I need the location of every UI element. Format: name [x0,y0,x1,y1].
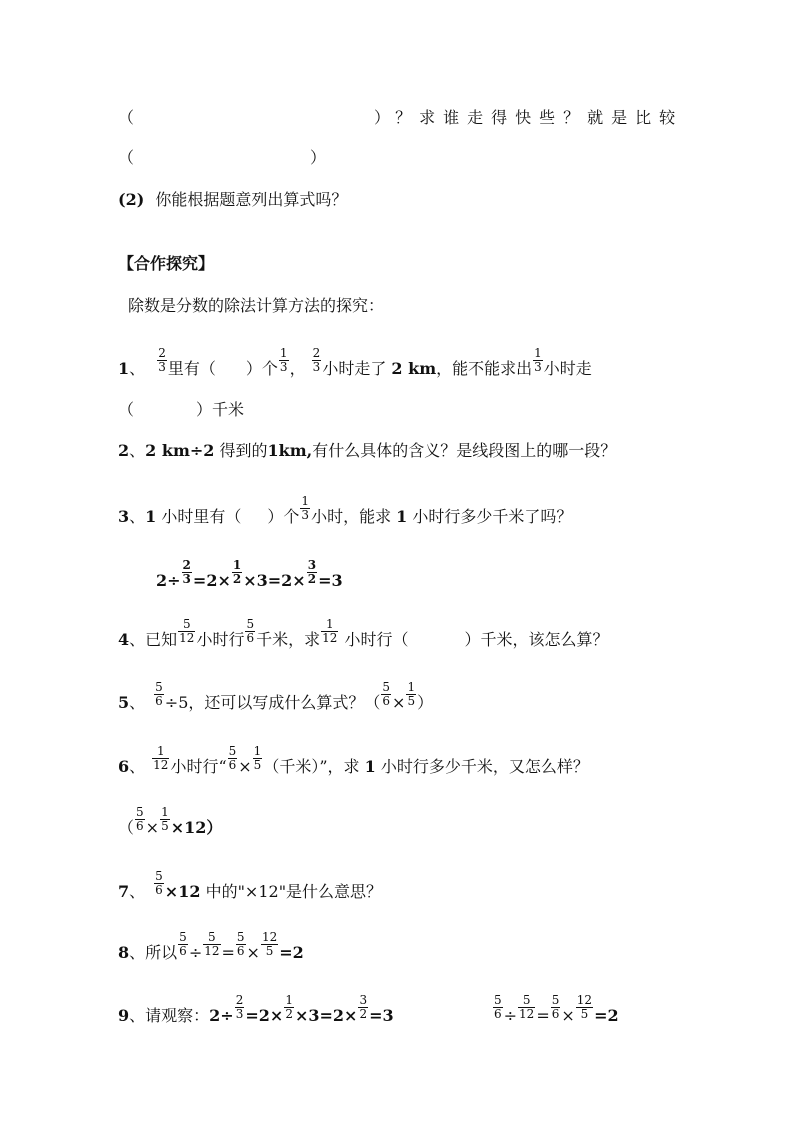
text: 中的"×12"是什么意思？ [205,882,383,901]
separator: 、 [129,441,146,460]
question-number: 6 [118,757,130,776]
denominator: 3 [301,508,310,522]
numerator: 5 [179,930,187,944]
expr: ÷ [188,943,203,962]
question-number: 8 [118,943,130,962]
numerator: 5 [246,617,255,631]
fraction [178,618,195,645]
numerator: 5 [382,680,391,694]
fraction [160,806,170,833]
intro-text: 除数是分数的除法计算方法的探究： [128,296,385,315]
numerator: 1 [321,618,338,632]
denominator: 5 [253,758,262,772]
expr: 2÷ [209,1006,234,1025]
text: ）千米 [196,400,245,419]
separator: 、 [129,1006,146,1025]
text: × [392,693,406,712]
denominator: 6 [246,631,255,645]
fraction [235,994,245,1021]
denominator: 6 [228,758,237,772]
question-number: 9 [118,1006,130,1025]
fraction [284,994,294,1021]
numerator: 12 [261,930,278,944]
question-2 [118,440,694,462]
denominator: 12 [204,944,220,958]
expr: =2× [192,571,231,590]
question-number: 3 [118,507,130,526]
numerator: 1 [534,346,542,360]
question-number: 1 [118,359,130,378]
question-7 [118,869,694,906]
question-number: 2 [118,441,130,460]
numerator: 5 [178,618,195,632]
fraction [232,559,242,586]
text: ） [417,693,434,712]
expr: × [246,943,260,962]
denominator: 3 [182,572,191,586]
fraction [152,745,169,772]
item-text: 你能根据题意列出算式吗？ [155,190,348,209]
expr: =3 [318,571,343,590]
expr: = [536,1006,550,1025]
text: 里有（ [167,359,216,378]
text: 小时行多少千米了吗？ [412,507,573,526]
question-6 [118,744,694,781]
numerator: 3 [359,993,368,1007]
denominator: 12 [179,631,195,645]
numerator: 2 [182,558,191,572]
expr: × [145,818,160,837]
fraction [245,618,255,645]
numerator: 5 [136,805,144,819]
fraction [182,559,192,586]
text: 1 [145,507,157,526]
text: × [238,757,252,776]
numerator: 5 [551,993,560,1007]
fraction [279,347,289,374]
numerator: 5 [203,931,220,945]
numerator: 5 [236,930,245,944]
text: 小时行多少千米，又怎么样？ [380,757,589,776]
text: ）个 [245,359,278,378]
text: 千米，求 [256,630,321,649]
paren-close: ） [310,148,327,167]
text: 1 [364,757,376,776]
denominator: 12 [322,631,338,645]
separator: 、 [129,882,146,901]
expr: = [221,943,235,962]
numerator: 5 [228,744,237,758]
separator: 、 [129,757,146,776]
fraction [493,994,503,1021]
numerator: 1 [285,993,293,1007]
denominator: 5 [161,819,169,833]
text: 所以 [145,943,178,962]
numerator: 1 [152,745,169,759]
text: 1 [396,507,408,526]
question-1 [118,346,694,383]
fraction [312,347,322,374]
expr: =3 [369,1006,394,1025]
numerator: 5 [155,680,163,694]
text: 已知 [145,630,178,649]
question-number: 4 [118,630,130,649]
fraction [358,994,368,1021]
expr: ×3=2× [243,571,306,590]
numerator: 2 [312,346,321,360]
fraction [381,681,391,708]
numerator: 1 [253,744,262,758]
text: 有什么具体的含义？是线段图上的哪一段？ [312,441,617,460]
fraction [406,681,416,708]
denominator: 3 [534,360,542,374]
denominator: 2 [307,572,317,586]
paren-open: （ [118,108,135,127]
numerator: 1 [161,805,169,819]
fraction [135,806,145,833]
denominator: 6 [236,944,245,958]
denominator: 6 [494,1007,502,1021]
text: ）个 [267,507,300,526]
fraction [236,931,246,958]
fraction [154,681,164,708]
fraction [178,931,188,958]
item-number: (2) [118,190,145,209]
expr: =2 [279,943,304,962]
question-3-equation [156,558,694,595]
blank-line-2 [118,147,694,169]
denominator: 6 [382,694,391,708]
text: ÷5，还可以写成什么算式？（ [164,693,381,712]
fraction [253,745,263,772]
numerator: 3 [307,558,317,572]
denominator: 12 [519,1007,535,1021]
question-number: 7 [118,882,130,901]
section-heading: 【合作探究】 [118,254,215,273]
text: 得到的 [219,441,268,460]
paren-open: （ [118,818,135,837]
paren-close: ） [374,108,391,127]
separator: 、 [129,693,146,712]
question-3 [118,494,694,531]
expr: ×12） [170,818,223,837]
denominator: 6 [551,1007,560,1021]
item-2-prompt [118,189,694,211]
denominator: 3 [158,360,166,374]
text: 1km, [267,441,313,460]
denominator: 6 [179,944,187,958]
expr: ÷ [503,1006,518,1025]
fraction [261,931,278,958]
question-6-expression [118,805,694,842]
expr: 2÷ [156,571,181,590]
fraction [300,495,310,522]
denominator: 2 [359,1007,368,1021]
expr: ×12 [164,882,201,901]
numerator: 5 [494,993,502,1007]
question-text: ？求谁走得快些？就是比较 [395,108,684,127]
numerator: 1 [279,346,288,360]
fraction [518,994,535,1021]
text: 小时行 [196,630,245,649]
fraction [154,870,164,897]
question-1-cont [118,399,694,421]
separator: 、 [129,630,146,649]
text: 小时走了 [322,359,387,378]
expr: =2 [594,1006,619,1025]
fraction [307,559,317,586]
denominator: 5 [407,694,416,708]
fraction [203,931,220,958]
numerator: 1 [232,558,242,572]
text: 小时行“ [170,757,227,776]
numerator: 1 [301,494,310,508]
denominator: 12 [153,758,169,772]
separator: 、 [129,507,146,526]
denominator: 6 [155,883,163,897]
text: 请观察： [145,1006,210,1025]
denominator: 2 [285,1007,293,1021]
numerator: 2 [158,346,166,360]
fraction [551,994,561,1021]
numerator: 1 [407,680,416,694]
expr: ×3=2× [294,1006,358,1025]
fraction [321,618,338,645]
denominator: 6 [155,694,163,708]
question-5 [118,680,694,717]
expr: =2× [245,1006,284,1025]
question-9-right-equation [492,993,619,1030]
denominator: 5 [265,944,274,958]
separator: 、 [129,359,146,378]
text: 小时行（ [344,630,409,649]
text: 小时，能求 [311,507,392,526]
denominator: 3 [312,360,321,374]
fraction [157,347,167,374]
text: （千米）”，求 [263,757,360,776]
fraction [533,347,543,374]
question-9 [118,993,394,1030]
denominator: 3 [279,360,288,374]
question-4 [118,617,694,654]
text: ， [289,359,306,378]
numerator: 12 [576,993,593,1007]
expr: × [561,1006,575,1025]
question-number: 5 [118,693,130,712]
text: ，能不能求出 [436,359,533,378]
paren-open: （ [118,148,135,167]
question-8 [118,930,694,967]
denominator: 6 [136,819,144,833]
text: 小时走 [543,359,592,378]
separator: 、 [129,943,146,962]
blank-line-1 [118,107,694,129]
paren-open: （ [118,400,135,419]
text: 小时里有（ [161,507,242,526]
denominator: 5 [580,1007,589,1021]
fraction [228,745,238,772]
numerator: 5 [518,994,535,1008]
fraction [576,994,593,1021]
numerator: 2 [235,993,244,1007]
numerator: 5 [155,869,163,883]
text: ）千米，该怎么算？ [464,630,609,649]
denominator: 2 [232,572,242,586]
text: 2 km÷2 [145,441,215,460]
text: 2 km [391,359,437,378]
denominator: 3 [235,1007,244,1021]
